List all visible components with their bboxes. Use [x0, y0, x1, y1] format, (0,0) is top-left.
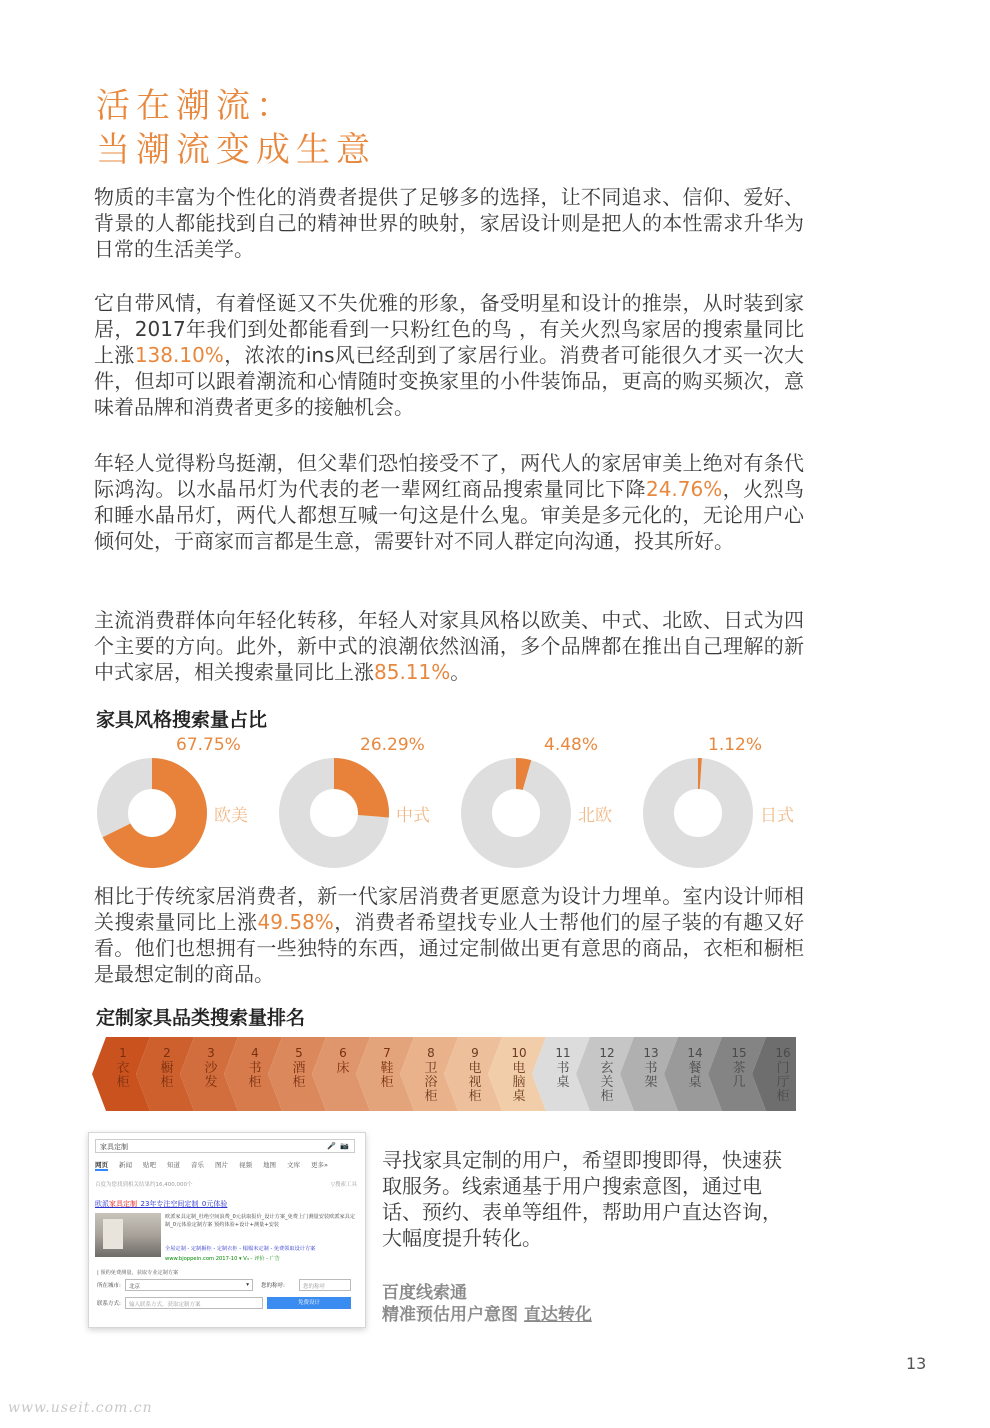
donut-charts: [90, 735, 810, 875]
search-tab: 图片: [215, 1161, 228, 1169]
name-label: 您的称呼:: [261, 1283, 285, 1289]
donut-category-label: 北欧: [578, 806, 612, 826]
ranking-name-char: 发: [204, 1075, 218, 1090]
caption-tagline-pre: 精准预估用户意图: [382, 1305, 524, 1325]
donut-value-label: 4.48%: [544, 735, 599, 755]
ranking-name-char: 关: [600, 1075, 614, 1090]
donut-svg: [278, 757, 390, 869]
ranking-rank: 9: [471, 1046, 479, 1060]
search-tab: 贴吧: [143, 1161, 156, 1169]
ranking-name-char: 床: [336, 1061, 350, 1076]
free-design-button: 免费设计: [267, 1297, 351, 1309]
result-title: [95, 1199, 227, 1209]
donut-chart: [454, 735, 624, 875]
ranking-rank: 11: [555, 1046, 571, 1060]
camera-icon: 📷: [340, 1142, 349, 1150]
contact-field: 输入联系方式，获取定制方案: [125, 1297, 263, 1309]
search-query: 家具定制: [100, 1143, 128, 1151]
paragraph-text: 年轻人觉得粉鸟挺潮，但父辈们恐怕接受不了，两代人的家居审美上绝对有条代际鸿沟。以水晶吊灯为代表的老一辈网红商品搜索量同比下降: [94, 451, 804, 501]
ranking-name-char: 柜: [248, 1075, 262, 1090]
ranking-name-char: 书: [644, 1061, 658, 1076]
ranking-name-char: 电: [512, 1061, 526, 1076]
ranking-name-char: 书: [556, 1061, 570, 1076]
ranking-rank: 15: [731, 1046, 747, 1060]
highlight-value: 49.58%: [257, 910, 334, 934]
ranking-name-char: 柜: [160, 1075, 174, 1090]
paragraph-text: 相比于传统家居消费者，新一代家居消费者更愿意为设计力埋单。室内设计师相关搜索量同比上涨: [94, 884, 804, 934]
paragraph-text: 。: [450, 660, 471, 684]
ranking-name-char: 茶: [732, 1061, 746, 1076]
ranking-name-char: 电: [468, 1061, 482, 1076]
donut-svg: [642, 757, 754, 869]
donut-chart: [90, 735, 260, 875]
paragraph-text: ，浓浓的ins风已经刮到了家居行业。消费者可能很久才买一次大件，但却可以跟着潮流和心情随时变换家里的小件装饰品，更高的购买频次，意味着品牌和消费者更多的接触机会。: [94, 343, 804, 419]
result-count: 百度为您找到相关结果约16,400,000个: [95, 1182, 193, 1188]
ranking-name-char: 玄: [600, 1061, 614, 1076]
result-url: www.bjoppein.com 2017-10 ▾ V₃ - 评价 - 广告: [165, 1256, 280, 1262]
ranking-name-char: 卫: [424, 1061, 438, 1076]
paragraph-text: 它自带风情，有着怪诞又不失优雅的形象，备受明星和设计的推崇，从时装到家居，2017年我们到处都能看到一只粉红色的鸟 ，有关火烈鸟家居的搜索量同比上涨: [94, 291, 804, 367]
search-result-screenshot: [88, 1132, 366, 1328]
result-links: 全屋定制 - 定制橱柜 - 定制衣柜 - 榻榻米定制 - 免费领取设计方案: [165, 1246, 316, 1252]
donut-chart: [272, 735, 442, 875]
ranking-name-char: 门: [776, 1061, 790, 1076]
ranking-name-char: 沙: [204, 1061, 218, 1076]
paragraph: [94, 607, 804, 685]
ranking-name-char: 桌: [556, 1075, 570, 1090]
caption-tagline-underlined: 直达转化: [523, 1305, 592, 1325]
ranking-arrow-chart: [92, 1037, 796, 1111]
donut-value-label: 26.29%: [360, 735, 425, 755]
ranking-name-char: 衣: [116, 1061, 130, 1076]
result-title-keyword: 家具定制: [109, 1200, 137, 1208]
ranking-name-char: 柜: [380, 1075, 394, 1090]
ranking-name-char: 书: [248, 1061, 262, 1076]
page-title-line2: 当潮流变成生意: [96, 130, 376, 170]
result-title-pre: 欧派: [95, 1200, 109, 1208]
ranking-rank: 10: [511, 1046, 527, 1060]
paragraph-text: ，消费者希望找专业人士帮他们的屋子装的有趣又好看。他们也想拥有一些独特的东西，通过定制做出更有意思的商品，衣柜和橱柜是最想定制的商品。: [94, 910, 805, 986]
ranking-rank: 6: [339, 1046, 347, 1060]
result-title-post: _23年专注空间定制_0元体验: [137, 1200, 228, 1208]
search-tools: ▽搜索工具: [330, 1182, 357, 1188]
search-tab: 新闻: [119, 1161, 132, 1169]
search-tab: 更多»: [311, 1161, 328, 1169]
ranking-name-char: 视: [468, 1075, 482, 1090]
donut-value-label: 67.75%: [176, 735, 241, 755]
search-tabs: [95, 1160, 357, 1171]
ranking-rank: 14: [687, 1046, 703, 1060]
donut-value-label: 1.12%: [708, 735, 763, 755]
ranking-name-char: 柜: [776, 1089, 790, 1104]
result-image: [95, 1213, 161, 1257]
ranking-rank: 2: [163, 1046, 171, 1060]
chevron-down-icon: ▾: [246, 1282, 249, 1288]
ranking-name-char: 柜: [292, 1075, 306, 1090]
ranking-name-char: 鞋: [380, 1061, 394, 1076]
ranking-rank: 8: [427, 1046, 435, 1060]
ranking-name-char: 桌: [512, 1089, 526, 1104]
contact-label: 联系方式:: [97, 1301, 121, 1307]
search-tab: 网页: [95, 1161, 108, 1169]
city-label: 所在城市:: [97, 1283, 121, 1289]
donut-svg: [96, 757, 208, 869]
ranking-name-char: 餐: [688, 1061, 702, 1076]
ranking-rank: 1: [119, 1046, 127, 1060]
ranking-rank: 5: [295, 1046, 303, 1060]
search-tab: 知道: [167, 1161, 180, 1169]
result-note: | 预约免费测量，获取专业定制方案: [97, 1270, 179, 1276]
ranking-name-char: 脑: [512, 1075, 526, 1090]
microphone-icon: 🎤: [327, 1142, 336, 1150]
caption-tagline: [382, 1300, 592, 1325]
paragraph: [94, 450, 804, 554]
result-description: 欧派家具定制_杜绝空间浪费_0元获取报价_设计方案_免费上门测量安装欧派家具定制_0元体验定制方案 预约体验+设计+测量+安装: [165, 1214, 356, 1228]
side-text: 寻找家具定制的用户，希望即搜即得，快速获取服务。线索通基于用户搜索意图，通过电话、预约、表单等组件，帮助用户直达咨询，大幅度提升转化。: [382, 1148, 782, 1250]
ranking-name-char: 架: [644, 1075, 658, 1090]
ranking-name-char: 浴: [424, 1075, 438, 1090]
ranking-name-char: 柜: [424, 1089, 438, 1104]
ranking-name-char: 橱: [160, 1061, 174, 1076]
ranking-name-char: 桌: [688, 1075, 702, 1090]
paragraph-text: 物质的丰富为个性化的消费者提供了足够多的选择，让不同追求、信仰、爱好、背景的人都能找到自己的精神世界的映射，家居设计则是把人的本性需求升华为日常的生活美学。: [94, 185, 804, 261]
paragraph: [94, 184, 804, 262]
search-box: [95, 1139, 355, 1153]
ranking-rank: 13: [643, 1046, 659, 1060]
ranking-rank: 12: [599, 1046, 615, 1060]
name-field: 您的称呼: [299, 1279, 351, 1291]
donut-slice: [334, 758, 389, 817]
search-tab: 音乐: [191, 1161, 204, 1169]
ranking-title: 定制家具品类搜索量排名: [96, 1007, 306, 1029]
donut-category-label: 日式: [760, 806, 794, 826]
ranking-name-char: 柜: [116, 1075, 130, 1090]
ranking-name-char: 酒: [292, 1061, 306, 1076]
watermark: www.useit.com.cn: [8, 1400, 153, 1416]
highlight-value: 85.11%: [374, 660, 451, 684]
city-select: [125, 1279, 253, 1291]
ranking-name-char: 几: [732, 1075, 746, 1090]
paragraph: [94, 290, 804, 420]
ranking-name-char: 柜: [468, 1089, 482, 1104]
ranking-name-char: 厅: [776, 1075, 790, 1090]
donut-svg: [460, 757, 572, 869]
ranking-rank: 3: [207, 1046, 215, 1060]
paragraph: [94, 883, 804, 987]
page-number: 13: [906, 1354, 927, 1373]
ranking-rank: 16: [775, 1046, 791, 1060]
donut-category-label: 中式: [396, 806, 430, 826]
city-value: 北京: [129, 1284, 141, 1290]
search-tab: 地图: [263, 1161, 276, 1169]
style-share-title: 家具风格搜索量占比: [96, 709, 268, 731]
highlight-value: 138.10%: [134, 343, 224, 367]
search-tab: 文库: [287, 1161, 300, 1169]
caption-product: 百度线索通: [382, 1283, 467, 1303]
paragraph-text: 主流消费群体向年轻化转移，年轻人对家具风格以欧美、中式、北欧、日式为四个主要的方向。此外，新中式的浪潮依然汹涌，多个品牌都在推出自己理解的新中式家居，相关搜索量同比上涨: [94, 608, 804, 684]
highlight-value: 24.76%: [645, 477, 723, 501]
paragraph-text: ，火烈鸟和睡水晶吊灯，两代人都想互喊一句这是什么鬼。审美是多元化的，无论用户心倾何处，于商家而言都是生意，需要针对不同人群定向沟通，投其所好。: [94, 477, 805, 553]
page-title-line1: 活在潮流：: [96, 86, 296, 126]
ranking-name-char: 柜: [600, 1089, 614, 1104]
ranking-rank: 7: [383, 1046, 391, 1060]
donut-chart: [636, 735, 806, 875]
ranking-rank: 4: [251, 1046, 259, 1060]
donut-category-label: 欧美: [214, 806, 248, 826]
search-tab: 视频: [239, 1161, 252, 1169]
